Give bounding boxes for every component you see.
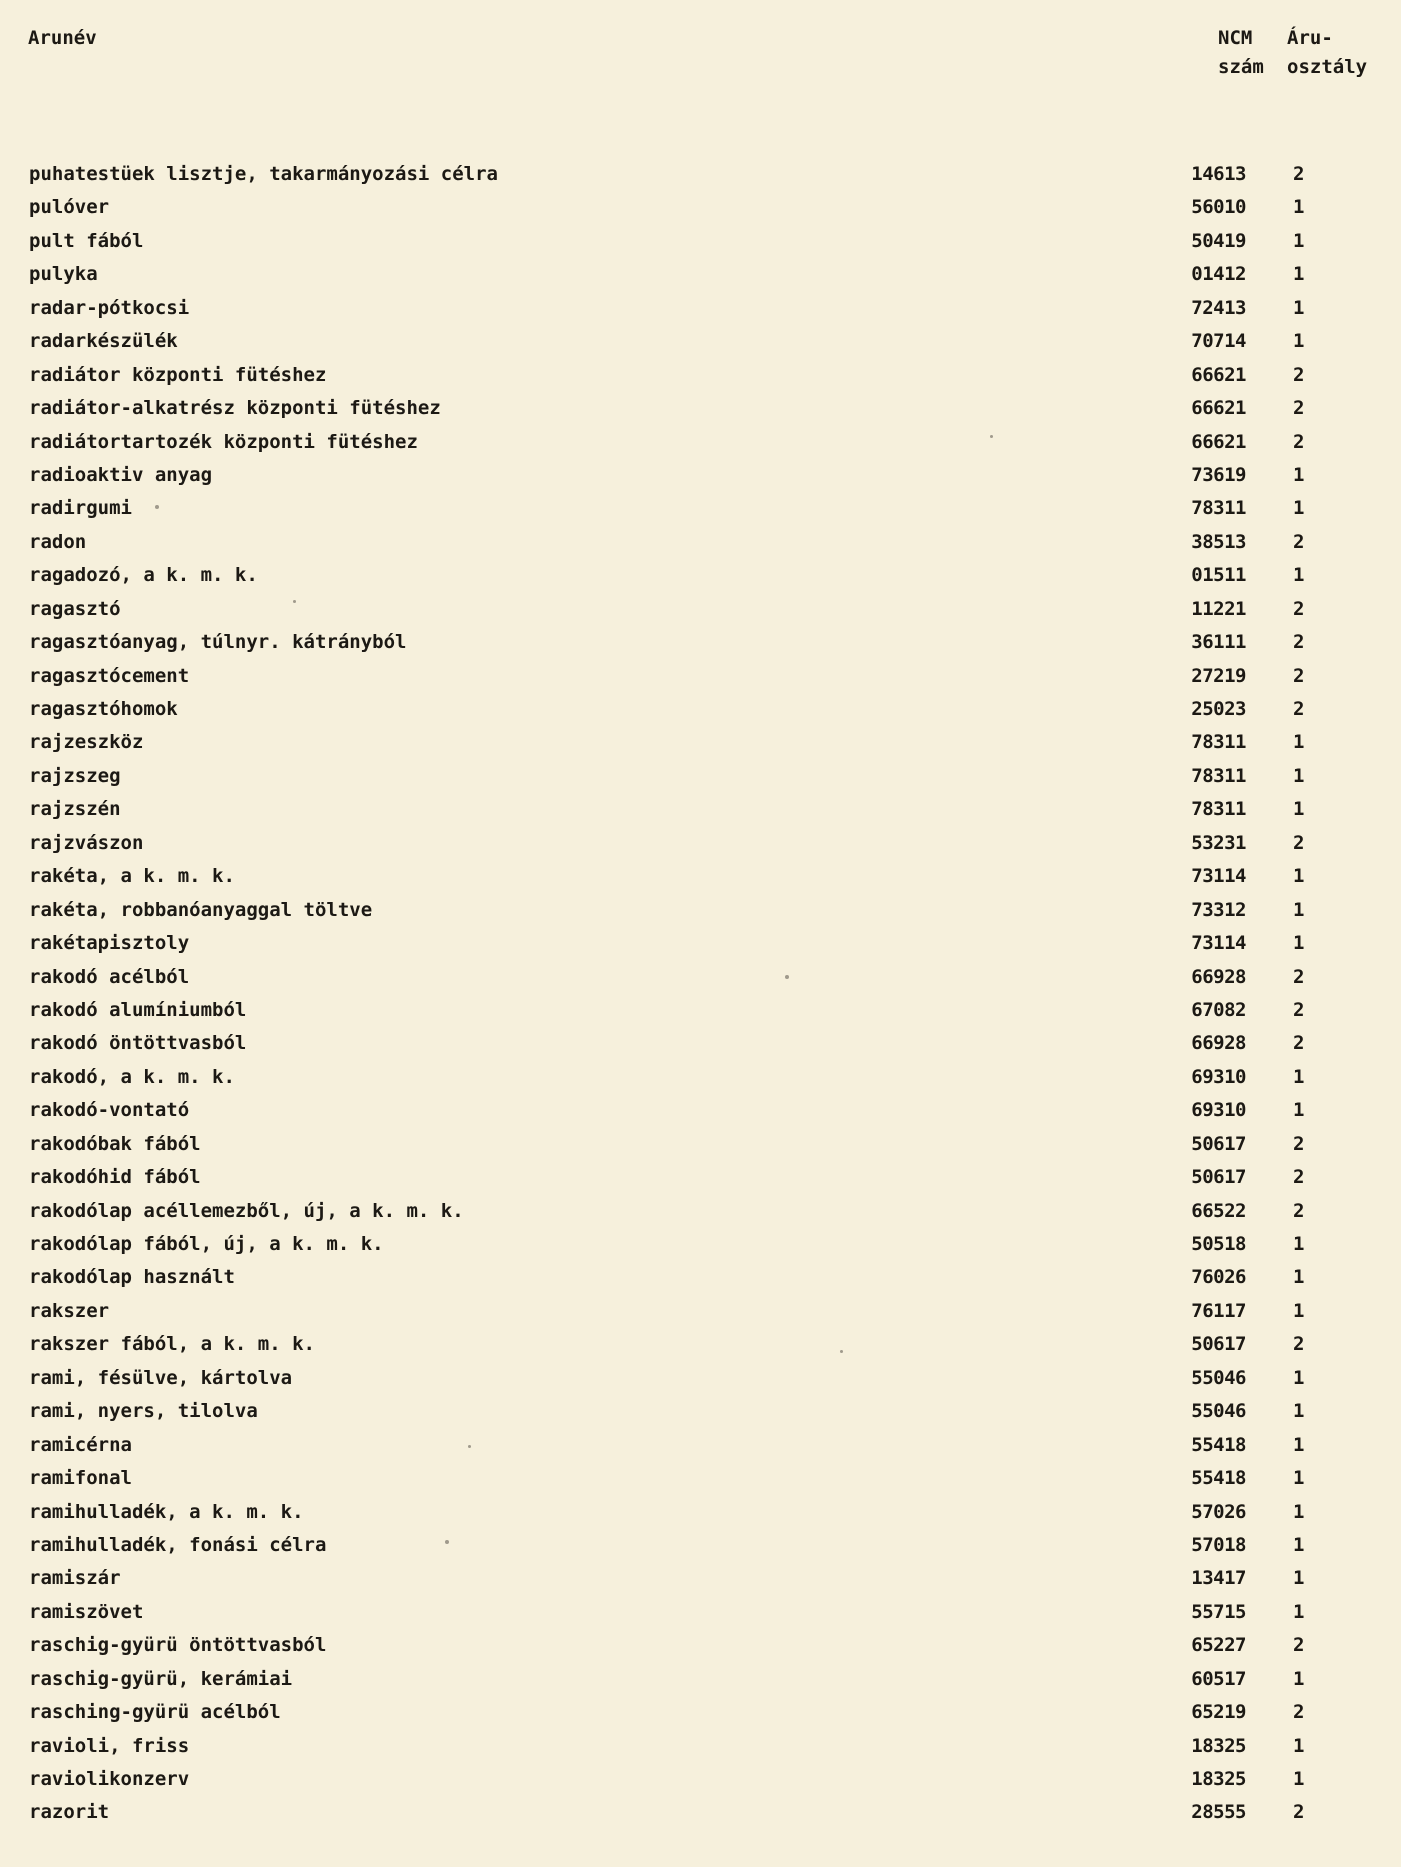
- list-item: [0, 258, 1401, 291]
- item-name: rasching-gyürü acélból: [29, 1701, 281, 1724]
- list-item: [0, 392, 1401, 425]
- item-ncm-code: 01412: [1191, 263, 1246, 286]
- column-header-ncm-line2: szám: [1218, 56, 1264, 78]
- item-class: 1: [1293, 1533, 1305, 1556]
- item-name: rakodólap acéllemezből, új, a k. m. k.: [29, 1199, 464, 1222]
- list-item: [0, 1796, 1401, 1829]
- item-class: 1: [1293, 196, 1305, 219]
- item-class: 2: [1293, 1132, 1305, 1155]
- list-item: [0, 693, 1401, 726]
- item-name: rakodólap fából, új, a k. m. k.: [29, 1233, 384, 1255]
- item-name: radar-pótkocsi: [29, 296, 190, 319]
- item-class: 1: [1293, 764, 1305, 787]
- item-class: 1: [1293, 1667, 1305, 1690]
- item-class: 2: [1293, 1634, 1305, 1657]
- item-class: 1: [1293, 263, 1305, 286]
- item-name: ramihulladék, a k. m. k.: [29, 1500, 304, 1523]
- item-ncm-code: 28555: [1191, 1801, 1246, 1824]
- list-item: [0, 459, 1401, 492]
- item-name: rakodóhid fából: [29, 1166, 201, 1189]
- item-ncm-code: 69310: [1191, 1065, 1246, 1088]
- item-class: 1: [1293, 1768, 1305, 1790]
- item-ncm-code: 25023: [1191, 698, 1246, 720]
- item-name: ragasztóanyag, túlnyr. kátrányból: [29, 631, 407, 654]
- list-item: [0, 1228, 1401, 1261]
- item-class: 2: [1293, 397, 1305, 420]
- list-item: [0, 1295, 1401, 1328]
- item-name: pulyka: [29, 263, 98, 286]
- item-ncm-code: 73114: [1191, 865, 1246, 888]
- item-ncm-code: 65219: [1191, 1701, 1246, 1724]
- item-ncm-code: 72413: [1191, 296, 1246, 319]
- item-class: 2: [1293, 530, 1305, 553]
- item-ncm-code: 27219: [1191, 664, 1246, 687]
- scan-speck: [785, 975, 789, 979]
- item-ncm-code: 78311: [1191, 764, 1246, 787]
- item-class: 1: [1293, 1467, 1305, 1490]
- item-ncm-code: 53231: [1191, 831, 1246, 854]
- column-header-ncm-line1: NCM: [1218, 27, 1253, 49]
- list-item: [0, 961, 1401, 994]
- item-name: radon: [29, 530, 87, 553]
- list-item: [0, 526, 1401, 559]
- item-class: 1: [1293, 865, 1305, 888]
- item-class: 2: [1293, 1199, 1305, 1222]
- column-header-name-label: Arunév: [28, 27, 97, 49]
- item-ncm-code: 36111: [1191, 631, 1246, 654]
- list-item: [0, 492, 1401, 525]
- item-class: 1: [1293, 1400, 1305, 1423]
- column-header-ncm: [1218, 24, 1282, 82]
- item-name: radarkészülék: [29, 330, 178, 353]
- item-class: 1: [1293, 1065, 1305, 1088]
- list-item: [0, 1629, 1401, 1662]
- scan-speck: [445, 1540, 449, 1544]
- item-class: 2: [1293, 430, 1305, 453]
- list-item: [0, 1496, 1401, 1529]
- list-item: [0, 894, 1401, 927]
- item-class: 2: [1293, 698, 1305, 720]
- item-name: rami, fésülve, kártolva: [29, 1366, 293, 1389]
- list-item: [0, 559, 1401, 592]
- list-item: [0, 158, 1401, 191]
- item-ncm-code: 76026: [1191, 1266, 1246, 1289]
- item-name: rajzvászon: [29, 831, 144, 854]
- item-name: rakéta, robbanóanyaggal töltve: [29, 898, 373, 921]
- item-name: rakodólap használt: [29, 1266, 235, 1289]
- item-name: rakodó alumíniumból: [29, 998, 247, 1021]
- list-item: [0, 1128, 1401, 1161]
- list-item: [0, 793, 1401, 826]
- item-name: radiátor-alkatrész központi fütéshez: [29, 397, 441, 420]
- item-name: raschig-gyürü, kerámiai: [29, 1667, 293, 1690]
- list-item: [0, 1362, 1401, 1395]
- item-ncm-code: 57018: [1191, 1533, 1246, 1556]
- item-ncm-code: 73114: [1191, 932, 1246, 955]
- item-ncm-code: 13417: [1191, 1567, 1246, 1590]
- item-ncm-code: 11221: [1191, 597, 1246, 620]
- item-class: 2: [1293, 998, 1305, 1021]
- item-class: 1: [1293, 1567, 1305, 1590]
- item-class: 1: [1293, 497, 1305, 520]
- item-ncm-code: 67082: [1191, 998, 1246, 1021]
- item-ncm-code: 56010: [1191, 196, 1246, 219]
- item-name: ragasztóhomok: [29, 698, 178, 720]
- item-class: 2: [1293, 597, 1305, 620]
- item-ncm-code: 55046: [1191, 1400, 1246, 1423]
- list-item: [0, 1061, 1401, 1094]
- list-item: [0, 1094, 1401, 1127]
- item-class: 1: [1293, 798, 1305, 821]
- item-name: pult fából: [29, 229, 144, 252]
- item-name: rakodóbak fából: [29, 1132, 201, 1155]
- list-item: [0, 292, 1401, 325]
- item-class: 1: [1293, 1099, 1305, 1122]
- item-name: puhatestüek lisztje, takarmányozási célra: [29, 163, 498, 185]
- item-ncm-code: 66621: [1191, 363, 1246, 386]
- item-name: ramihulladék, fonási célra: [29, 1533, 327, 1556]
- item-name: rakéta, a k. m. k.: [29, 865, 235, 888]
- list-item: [0, 626, 1401, 659]
- item-class: 1: [1293, 898, 1305, 921]
- column-header-name: [28, 24, 97, 53]
- item-class: 1: [1293, 1266, 1305, 1289]
- item-name: ramifonal: [29, 1467, 132, 1490]
- list-item: [0, 1562, 1401, 1595]
- item-name: ragadozó, a k. m. k.: [29, 564, 258, 587]
- column-header-class: [1287, 24, 1397, 82]
- item-name: razorit: [29, 1801, 110, 1824]
- item-name: rami, nyers, tilolva: [29, 1400, 258, 1423]
- item-ncm-code: 50617: [1191, 1333, 1246, 1356]
- list-item: [0, 1596, 1401, 1629]
- item-ncm-code: 38513: [1191, 530, 1246, 553]
- item-ncm-code: 78311: [1191, 497, 1246, 520]
- item-ncm-code: 78311: [1191, 798, 1246, 821]
- list-item: [0, 1261, 1401, 1294]
- scan-speck: [293, 600, 296, 603]
- item-ncm-code: 50518: [1191, 1233, 1246, 1255]
- item-class: 1: [1293, 463, 1305, 486]
- item-name: rajzszeg: [29, 764, 121, 787]
- item-name: rakodó, a k. m. k.: [29, 1065, 235, 1088]
- scan-speck: [468, 1445, 471, 1448]
- item-name: ramicérna: [29, 1433, 132, 1456]
- item-class: 1: [1293, 1233, 1305, 1255]
- list-item: [0, 927, 1401, 960]
- item-class: 2: [1293, 831, 1305, 854]
- item-ncm-code: 50617: [1191, 1166, 1246, 1189]
- scan-speck: [155, 505, 159, 509]
- item-ncm-code: 01511: [1191, 564, 1246, 587]
- item-name: rakodó öntöttvasból: [29, 1032, 247, 1055]
- list-item: [0, 726, 1401, 759]
- item-ncm-code: 76117: [1191, 1299, 1246, 1322]
- item-class: 2: [1293, 1801, 1305, 1824]
- list-item: [0, 191, 1401, 224]
- list-item: [0, 660, 1401, 693]
- item-class: 1: [1293, 932, 1305, 955]
- item-name: ramiszár: [29, 1567, 121, 1590]
- item-name: ragasztó: [29, 597, 121, 620]
- list-item: [0, 359, 1401, 392]
- item-ncm-code: 73619: [1191, 463, 1246, 486]
- item-name: radiátortartozék központi fütéshez: [29, 430, 418, 453]
- list-item: [0, 860, 1401, 893]
- item-name: radioaktiv anyag: [29, 463, 213, 486]
- item-class: 2: [1293, 163, 1305, 185]
- item-name: ramiszövet: [29, 1600, 144, 1623]
- item-name: rakodó-vontató: [29, 1099, 190, 1122]
- item-class: 2: [1293, 631, 1305, 654]
- list-item: [0, 1195, 1401, 1228]
- list-item: [0, 325, 1401, 358]
- item-class: 1: [1293, 1433, 1305, 1456]
- item-class: 1: [1293, 1500, 1305, 1523]
- item-class: 2: [1293, 1701, 1305, 1724]
- item-name: ravioli, friss: [29, 1734, 190, 1757]
- item-ncm-code: 18325: [1191, 1734, 1246, 1757]
- item-class: 1: [1293, 731, 1305, 754]
- item-ncm-code: 18325: [1191, 1768, 1246, 1790]
- item-class: 1: [1293, 1299, 1305, 1322]
- item-ncm-code: 55715: [1191, 1600, 1246, 1623]
- list-item: [0, 1696, 1401, 1729]
- item-class: 1: [1293, 330, 1305, 353]
- item-class: 1: [1293, 564, 1305, 587]
- item-ncm-code: 66621: [1191, 397, 1246, 420]
- item-ncm-code: 73312: [1191, 898, 1246, 921]
- item-class: 1: [1293, 1734, 1305, 1757]
- item-name: radiátor központi fütéshez: [29, 363, 327, 386]
- item-ncm-code: 66928: [1191, 1032, 1246, 1055]
- item-ncm-code: 55418: [1191, 1467, 1246, 1490]
- item-ncm-code: 66621: [1191, 430, 1246, 453]
- item-ncm-code: 55046: [1191, 1366, 1246, 1389]
- item-name: rajzeszköz: [29, 731, 144, 754]
- item-ncm-code: 65227: [1191, 1634, 1246, 1657]
- item-ncm-code: 78311: [1191, 731, 1246, 754]
- item-class: 2: [1293, 1032, 1305, 1055]
- item-name: pulóver: [29, 196, 110, 219]
- column-header-class-line1: Áru-: [1287, 27, 1333, 49]
- list-item: [0, 760, 1401, 793]
- item-class: 1: [1293, 1366, 1305, 1389]
- commodity-list: [0, 158, 1401, 1830]
- scan-speck: [840, 1350, 843, 1353]
- item-ncm-code: 50617: [1191, 1132, 1246, 1155]
- item-name: raschig-gyürü öntöttvasból: [29, 1634, 327, 1657]
- list-item: [0, 1529, 1401, 1562]
- list-item: [0, 1763, 1401, 1796]
- list-item: [0, 1161, 1401, 1194]
- item-ncm-code: 66522: [1191, 1199, 1246, 1222]
- list-item: [0, 225, 1401, 258]
- item-class: 2: [1293, 1333, 1305, 1356]
- list-item: [0, 1462, 1401, 1495]
- item-name: raviolikonzerv: [29, 1768, 190, 1790]
- item-name: ragasztócement: [29, 664, 190, 687]
- column-header-class-line2: osztály: [1287, 56, 1368, 78]
- item-ncm-code: 70714: [1191, 330, 1246, 353]
- item-name: radirgumi: [29, 497, 132, 520]
- item-name: rajzszén: [29, 798, 121, 821]
- item-class: 1: [1293, 229, 1305, 252]
- list-item: [0, 1328, 1401, 1361]
- list-item: [0, 994, 1401, 1027]
- scan-speck: [990, 435, 993, 438]
- list-item: [0, 426, 1401, 459]
- item-name: rakodó acélból: [29, 965, 190, 988]
- item-ncm-code: 66928: [1191, 965, 1246, 988]
- item-ncm-code: 57026: [1191, 1500, 1246, 1523]
- item-name: rakétapisztoly: [29, 932, 190, 955]
- item-class: 2: [1293, 363, 1305, 386]
- list-item: [0, 827, 1401, 860]
- list-item: [0, 593, 1401, 626]
- list-item: [0, 1395, 1401, 1428]
- list-item: [0, 1027, 1401, 1060]
- list-item: [0, 1663, 1401, 1696]
- item-class: 2: [1293, 664, 1305, 687]
- item-ncm-code: 14613: [1191, 163, 1246, 185]
- item-name: rakszer: [29, 1299, 110, 1322]
- item-class: 1: [1293, 296, 1305, 319]
- item-ncm-code: 60517: [1191, 1667, 1246, 1690]
- item-class: 2: [1293, 1166, 1305, 1189]
- item-class: 1: [1293, 1600, 1305, 1623]
- list-item: [0, 1730, 1401, 1763]
- item-ncm-code: 55418: [1191, 1433, 1246, 1456]
- item-ncm-code: 50419: [1191, 229, 1246, 252]
- list-item: [0, 1429, 1401, 1462]
- item-class: 2: [1293, 965, 1305, 988]
- item-ncm-code: 69310: [1191, 1099, 1246, 1122]
- item-name: rakszer fából, a k. m. k.: [29, 1333, 315, 1356]
